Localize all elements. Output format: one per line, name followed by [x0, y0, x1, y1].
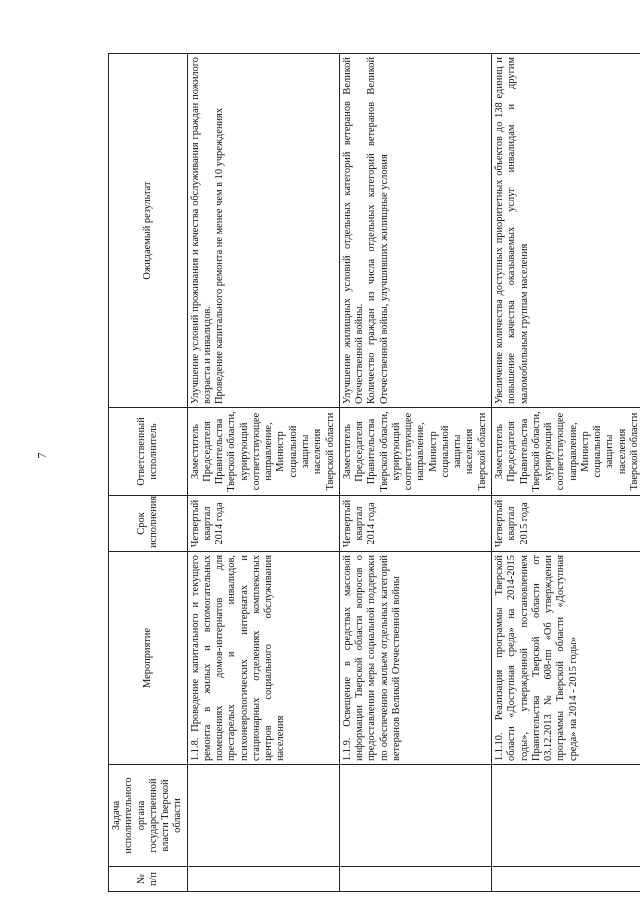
header-activity: Мероприятие: [109, 552, 188, 765]
action-plan-table: [108, 53, 640, 892]
result-line: Количество граждан из числа отдельных категорий ветеранов Великой Отечественной войны, улучшивших жилищные условия: [366, 57, 390, 404]
cell-result: [339, 54, 491, 408]
cell-term: Четвертый квартал 2015 года: [491, 496, 640, 552]
cell-term: Четвертый квартал 2014 года: [339, 496, 491, 552]
result-line: Улучшение условий проживания и качества обслуживания граждан пожилого возраста и инвалидов.: [189, 57, 213, 404]
cell-activity: 1.1.8. Проведение капитального и текущего ремонта в жилых и вспомогательных помещениях домов-интернатов для престарелых и инвалидов, психоневрологических интернатах и стационарных отделениях комплексных центров социального обслуживания населения: [187, 552, 339, 765]
cell-num: [187, 867, 339, 892]
header-responsible: Ответственный исполнитель: [109, 408, 188, 496]
cell-activity: 1.1.10. Реализация программы Тверской области «Доступная среда» на 2014-2015 годы», утвержденной постановлением Правительства Тверской области от 03.12.2013 № 608-пп «Об утверждении программы Тверской области «Доступная среда» на 2014 - 2015 годы»: [491, 552, 640, 765]
result-line: Проведение капитального ремонта не менее чем в 10 учреждениях: [214, 107, 226, 404]
cell-result: [187, 54, 339, 408]
table-header-row: [109, 54, 188, 892]
header-num: № п/п: [109, 867, 188, 892]
cell-responsible: Заместитель Председателя Правительства Тверской области, курирующий соответствующее направление, Министр социальной защиты населения Тверской области: [339, 408, 491, 496]
cell-responsible: Заместитель Председателя Правительства Тверской области, курирующий соответствующее направление, Министр социальной защиты населения Тверской области: [187, 408, 339, 496]
rotated-table-sheet: [108, 54, 640, 892]
cell-task: [491, 765, 640, 867]
header-term: Срок исполнения: [109, 496, 188, 552]
cell-task: [339, 765, 491, 867]
page-number: 7: [34, 452, 49, 459]
cell-num: [339, 867, 491, 892]
result-line: Улучшение жилищных условий отдельных категорий ветеранов Великой Отечественной войны.: [341, 57, 366, 404]
cell-term: Четвертый квартал 2014 года: [187, 496, 339, 552]
table-row: [187, 54, 339, 892]
table-row: [491, 54, 640, 892]
cell-num: [491, 867, 640, 892]
cell-result: [491, 54, 640, 408]
cell-responsible: Заместитель Председателя Правительства Тверской области, курирующий соответствующее направление, Министр социальной защиты населения Тверской области: [491, 408, 640, 496]
result-line: Увеличение количества доступных приоритетных объектов до 138 единиц и повышение качества оказываемых услуг инвалидам и другим маломобильным группам населения: [493, 57, 530, 404]
table-row: [339, 54, 491, 892]
header-result: Ожидаемый результат: [109, 54, 188, 408]
header-task: Задача исполнительного органа государственной власти Тверской области: [109, 765, 188, 867]
cell-activity: 1.1.9. Освещение в средствах массовой информации Тверской области вопросов о предоставлении меры социальной поддержки по обеспечению жильем отдельных категорий ветеранов Великой Отечественной войны: [339, 552, 491, 765]
cell-task: [187, 765, 339, 867]
